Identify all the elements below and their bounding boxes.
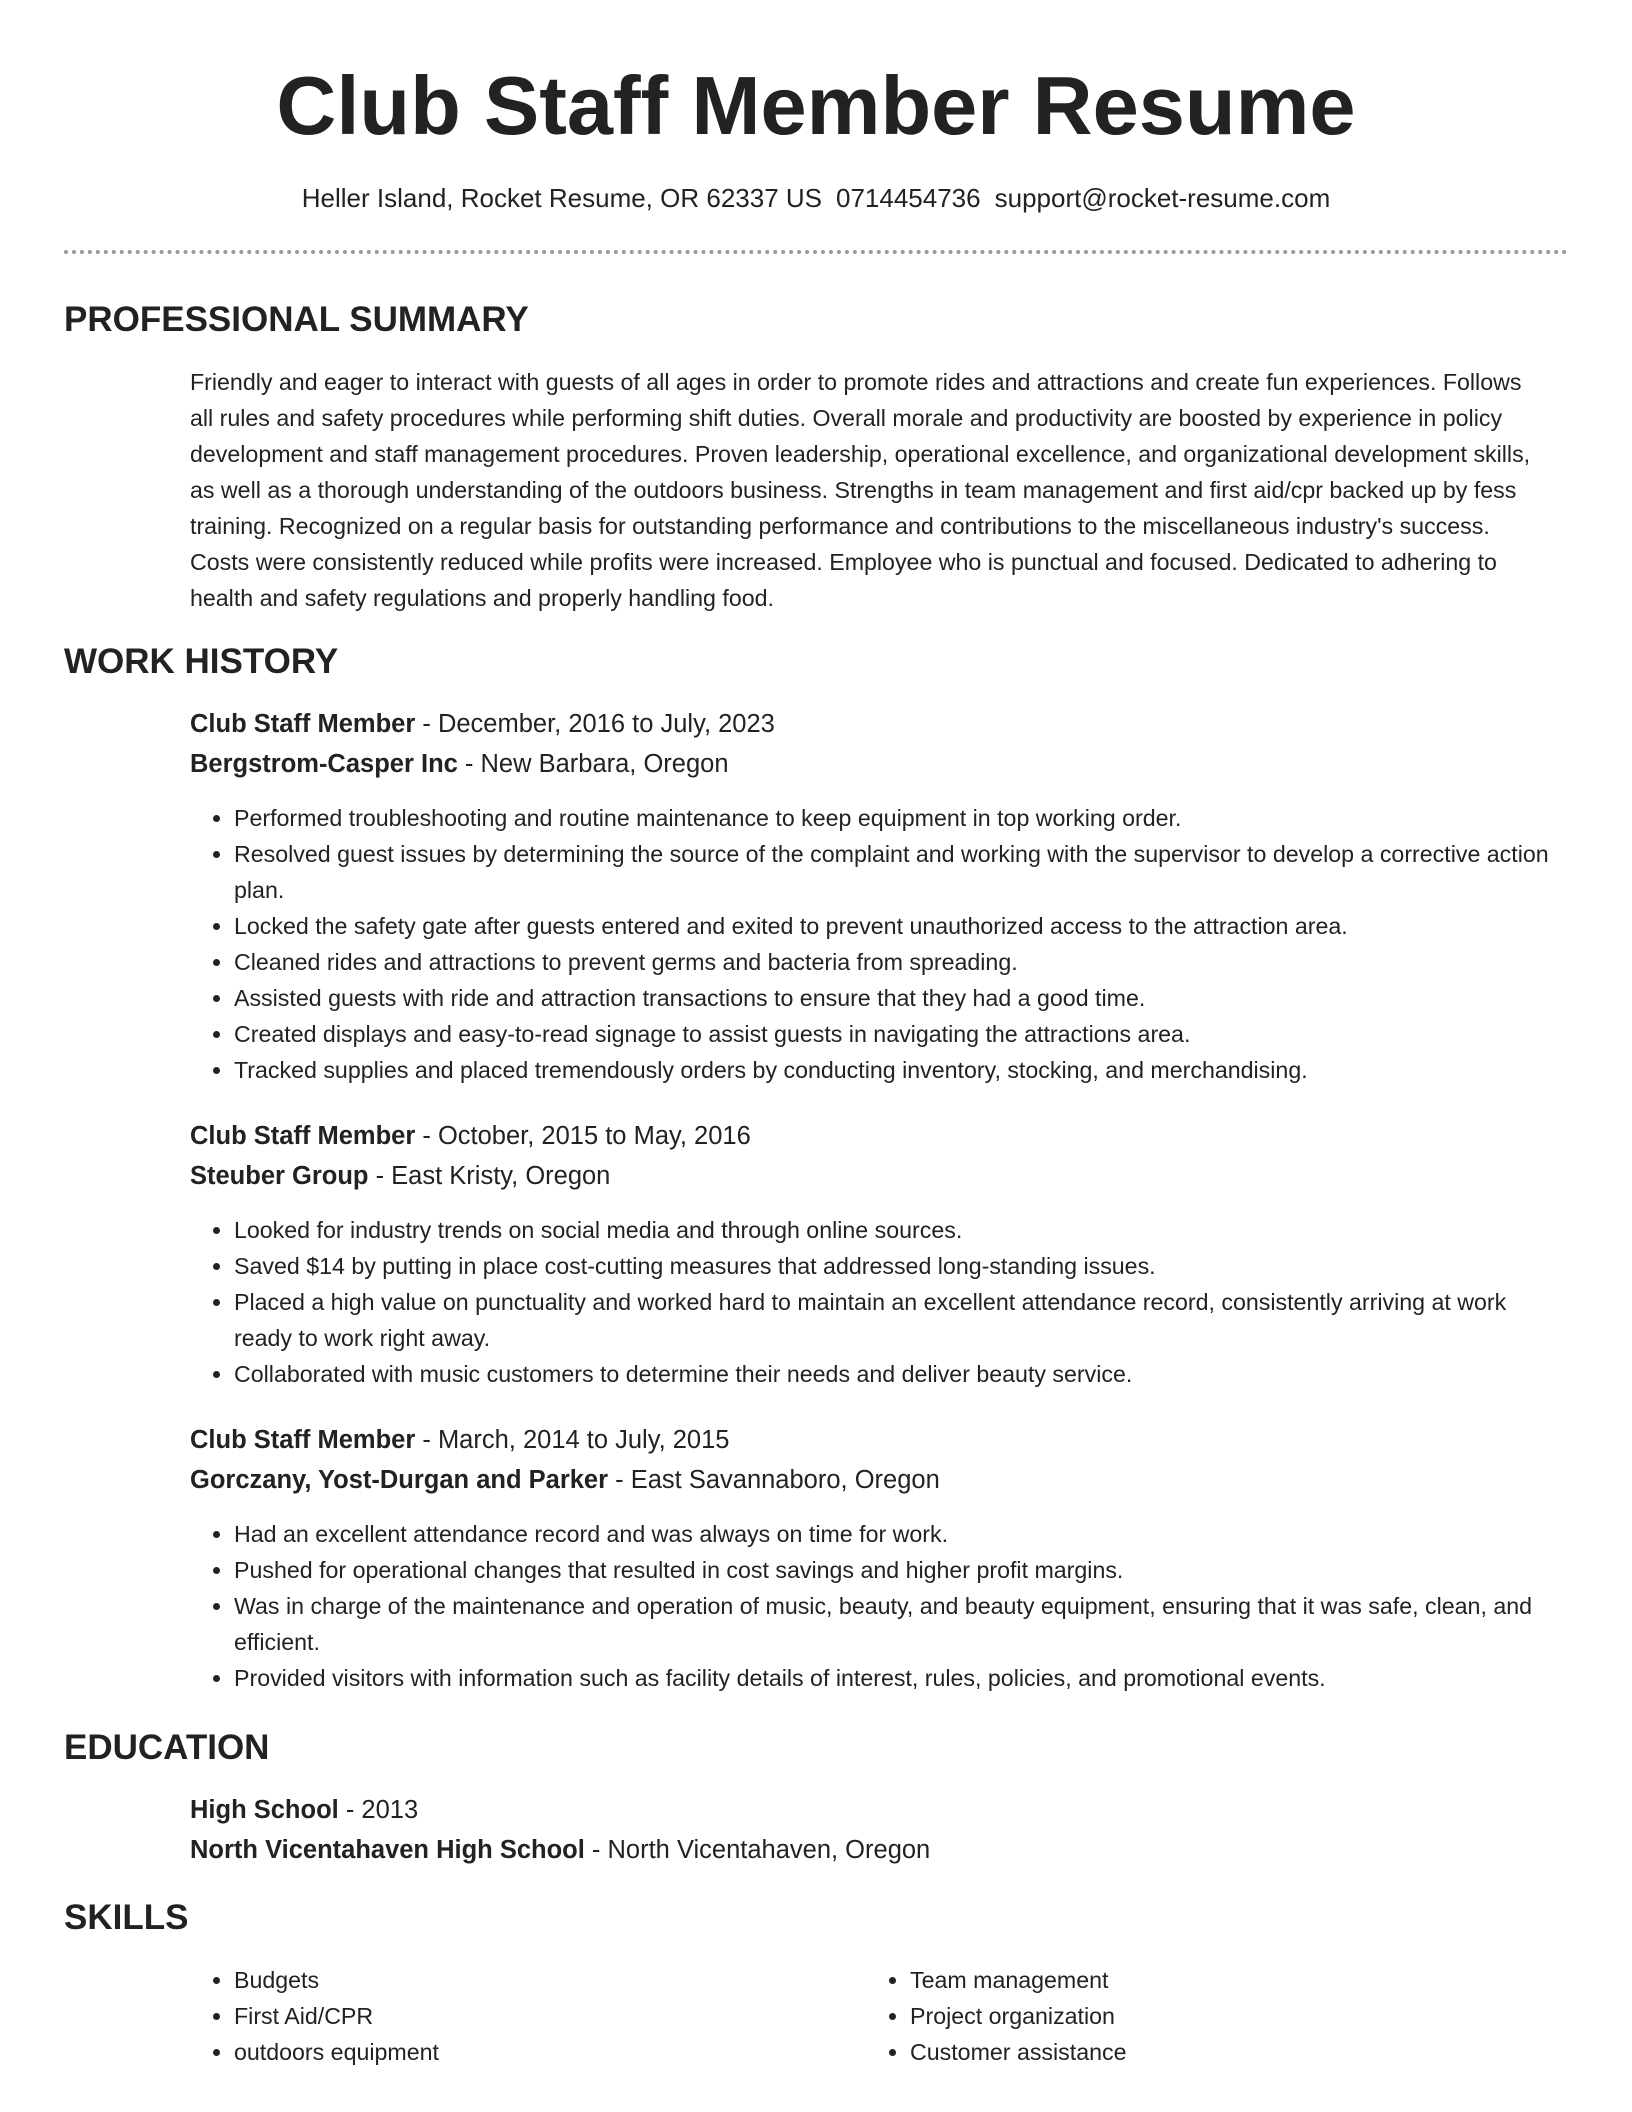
- list-item: • Placed a high value on punctuality and worked hard to maintain an excellent attendance record, consistently arriving at work ready to work right away.: [234, 1284, 1570, 1356]
- job-title-line: [190, 704, 775, 744]
- skill-item: • outdoors equipment: [234, 2034, 854, 2070]
- list-item: • Pushed for operational changes that resulted in cost savings and higher profit margins.: [234, 1552, 1570, 1588]
- section-title-education: EDUCATION: [64, 1728, 270, 1767]
- list-item: • Tracked supplies and placed tremendously orders by conducting inventory, stocking, and merchandising.: [234, 1052, 1570, 1088]
- section-title-skills: SKILLS: [64, 1898, 189, 1937]
- skill-item: • Customer assistance: [910, 2034, 1530, 2070]
- header-divider: [64, 250, 1568, 254]
- job-title-line: [190, 1420, 729, 1460]
- skill-item: • Team management: [910, 1962, 1530, 1998]
- job-title: Club Staff Member: [190, 1122, 416, 1150]
- job-title-line: [190, 1116, 751, 1156]
- list-item: • Collaborated with music customers to determine their needs and deliver beauty service.: [234, 1356, 1570, 1392]
- list-item: • Had an excellent attendance record and was always on time for work.: [234, 1516, 1570, 1552]
- list-item: • Looked for industry trends on social media and through online sources.: [234, 1212, 1570, 1248]
- skills-list-left: [190, 1962, 854, 2070]
- job-dates: - October, 2015 to May, 2016: [415, 1122, 751, 1150]
- education-degree-line: [190, 1790, 418, 1830]
- job-company-line: [190, 1156, 610, 1196]
- list-item: • Cleaned rides and attractions to prevent germs and bacteria from spreading.: [234, 944, 1570, 980]
- job-title: Club Staff Member: [190, 710, 416, 738]
- list-item: • Resolved guest issues by determining the source of the complaint and working with the supervisor to develop a corrective action plan.: [234, 836, 1570, 908]
- list-item: • Locked the safety gate after guests entered and exited to prevent unauthorized access to the attraction area.: [234, 908, 1570, 944]
- skills-list-right: [866, 1962, 1530, 2070]
- job-location: - East Savannaboro, Oregon: [608, 1466, 940, 1494]
- job-location: - New Barbara, Oregon: [457, 750, 729, 778]
- summary-text: Friendly and eager to interact with guests of all ages in order to promote rides and attractions and create fun experiences. Follows all rules and safety procedures while performing shift duties. Overall morale and productivity are boosted by experience in policy development and staff management procedures. Proven leadership, operational excellence, and organizational development skills, as well as a thorough understanding of the outdoors business. Strengths in team management and first aid/cpr backed up by fess training. Recognized on a regular basis for outstanding performance and contributions to the miscellaneous industry's success. Costs were consistently reduced while profits were increased. Employee who is punctual and focused. Dedicated to adhering to health and safety regulations and properly handling food.: [190, 369, 1531, 611]
- job-company-line: [190, 1460, 940, 1500]
- contact-address: Heller Island, Rocket Resume, OR 62337 US: [301, 183, 822, 213]
- section-title-summary: PROFESSIONAL SUMMARY: [64, 300, 529, 339]
- list-item: • Saved $14 by putting in place cost-cutting measures that addressed long-standing issues.: [234, 1248, 1570, 1284]
- job-company-line: [190, 744, 729, 784]
- skill-item: • First Aid/CPR: [234, 1998, 854, 2034]
- list-item: • Assisted guests with ride and attraction transactions to ensure that they had a good time.: [234, 980, 1570, 1016]
- resume-title: Club Staff Member Resume: [276, 59, 1356, 152]
- contact-email: support@rocket-resume.com: [994, 183, 1331, 213]
- job-title: Club Staff Member: [190, 1426, 416, 1454]
- contact-phone: 0714454736: [836, 183, 981, 213]
- job-company: Bergstrom-Casper Inc: [190, 750, 458, 778]
- list-item: • Provided visitors with information such as facility details of interest, rules, policies, and promotional events.: [234, 1660, 1570, 1696]
- skill-item: • Budgets: [234, 1962, 854, 1998]
- education-year: - 2013: [338, 1796, 419, 1824]
- section-title-work-history: WORK HISTORY: [64, 642, 339, 681]
- skill-item: • Project organization: [910, 1998, 1530, 2034]
- list-item: • Was in charge of the maintenance and operation of music, beauty, and beauty equipment, ensuring that it was safe, clean, and efficient.: [234, 1588, 1570, 1660]
- education-degree: High School: [190, 1796, 339, 1824]
- job-bullet-list: [190, 1212, 1570, 1392]
- education-school: North Vicentahaven High School: [190, 1836, 585, 1864]
- job-bullet-list: [190, 800, 1570, 1088]
- job-dates: - December, 2016 to July, 2023: [415, 710, 775, 738]
- list-item: • Created displays and easy-to-read signage to assist guests in navigating the attractions area.: [234, 1016, 1570, 1052]
- job-location: - East Kristy, Oregon: [368, 1162, 611, 1190]
- education-location: - North Vicentahaven, Oregon: [584, 1836, 931, 1864]
- education-school-line: [190, 1830, 930, 1870]
- contact-line: [0, 178, 1632, 218]
- job-bullet-list: [190, 1516, 1570, 1696]
- job-company: Steuber Group: [190, 1162, 369, 1190]
- list-item: • Performed troubleshooting and routine maintenance to keep equipment in top working order.: [234, 800, 1570, 836]
- job-dates: - March, 2014 to July, 2015: [415, 1426, 730, 1454]
- job-company: Gorczany, Yost-Durgan and Parker: [190, 1466, 609, 1494]
